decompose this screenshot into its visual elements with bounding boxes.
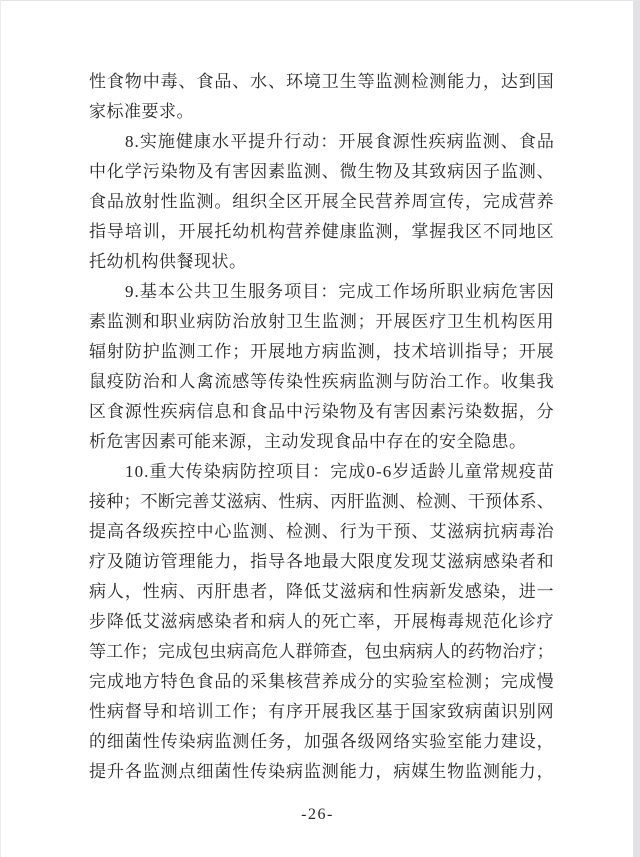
text-line: 疗 及 随 访 管 理 能 力 ， 指 导 各 地 最 大 限 度 发 现 艾 滋 病 感 染 者 和 <box>89 552 554 571</box>
text-line: 中 化 学 污 染 物 及 有 害 因 素 监 测 、 微 生 物 及 其 致 病 因 子 监 测 、 <box>89 162 554 181</box>
text-line: 素 监 测 和 职 业 病 防 治 放 射 卫 生 监 测 ； 开 展 医 疗 卫 生 机 构 医 用 <box>89 312 554 331</box>
text-line: 接 种 ； 不 断 完 善 艾 滋 病 、 性 病 、 丙 肝 监 测 、 检 测 、 干 预 体 系 、 <box>89 492 554 511</box>
text-block <box>89 67 554 787</box>
text-line: 步 降 低 艾 滋 病 感 染 者 和 病 人 的 死 亡 率 ， 开 展 梅 毒 规 范 化 诊 疗 <box>89 612 554 631</box>
text-line: 性 食 物 中 毒 、 食 品 、 水 、 环 境 卫 生 等 监 测 检 测 能 力 ， 达 到 国 <box>89 72 554 91</box>
text-line: 1 0 . 重 大 传 染 病 防 控 项 目 ： 完 成 0 - 6 岁 适 龄 儿 童 常 规 疫 苗 <box>125 462 554 481</box>
text-line: 辐 射 防 护 监 测 工 作 ； 开 展 地 方 病 监 测 ， 技 术 培 训 指 导 ； 开 展 <box>89 342 554 361</box>
text-line: 8 . 实 施 健 康 水 平 提 升 行 动 ： 开 展 食 源 性 疾 病 监 测 、 食 品 <box>125 132 554 151</box>
text-line: 鼠 疫 防 治 和 人 禽 流 感 等 传 染 性 疾 病 监 测 与 防 治 工 作 。 收 集 我 <box>89 372 554 391</box>
page-number: -26- <box>301 806 334 823</box>
page-right-edge <box>633 1 640 857</box>
text-line: 的 细 菌 性 传 染 病 监 测 任 务 ， 加 强 各 级 网 络 实 验 室 能 力 建 设 ， <box>89 732 554 751</box>
text-line: 提 高 各 级 疾 控 中 心 监 测 、 检 测 、 行 为 干 预 、 艾 滋 病 抗 病 毒 治 <box>89 522 554 541</box>
text-line: 完 成 地 方 特 色 食 品 的 采 集 核 营 养 成 分 的 实 验 室 检 测 ； 完 成 慢 <box>89 672 554 691</box>
text-line: 区 食 源 性 疾 病 信 息 和 食 品 中 污 染 物 及 有 害 因 素 污 染 数 据 ， 分 <box>89 402 554 421</box>
text-line: 9 . 基 本 公 共 卫 生 服 务 项 目 ： 完 成 工 作 场 所 职 业 病 危 害 因 <box>125 282 554 301</box>
text-line: 家标准要求。 <box>89 102 194 121</box>
text-line: 食 品 放 射 性 监 测 。 组 织 全 区 开 展 全 民 营 养 周 宣 传 ， 完 成 营 养 <box>89 192 554 211</box>
text-line: 析危害因素可能来源，主动发现食品中存在的安全隐患。 <box>89 432 527 451</box>
text-line: 病 人 ， 性 病 、 丙 肝 患 者 ， 降 低 艾 滋 病 和 性 病 新 发 感 染 ， 进 一 <box>89 582 554 601</box>
text-line: 性 病 督 导 和 培 训 工 作 ； 有 序 开 展 我 区 基 于 国 家 致 病 菌 识 别 网 <box>89 702 554 721</box>
text-line: 指 导 培 训 ， 开 展 托 幼 机 构 营 养 健 康 监 测 ， 掌 握 我 区 不 同 地 区 <box>89 222 554 241</box>
text-line: 等 工 作 ； 完 成 包 虫 病 高 危 人 群 筛 查 ， 包 虫 病 病 人 的 药 物 治 疗 ； <box>89 642 554 661</box>
text-line: 托幼机构供餐现状。 <box>89 252 247 271</box>
text-line: 提 升 各 监 测 点 细 菌 性 传 染 病 监 测 能 力 ， 病 媒 生 物 监 测 能 力 ， <box>89 762 554 781</box>
